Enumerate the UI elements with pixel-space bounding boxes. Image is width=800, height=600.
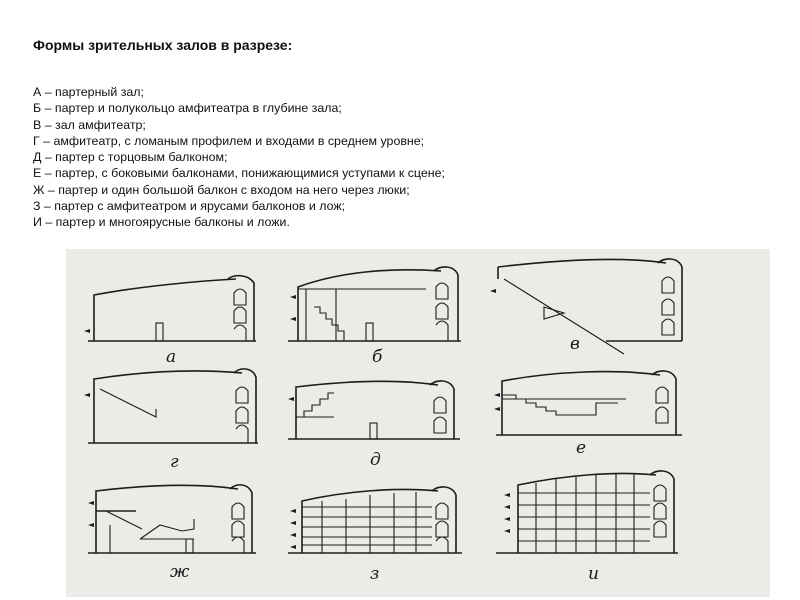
legend-item-z: З – партер с амфитеатром и ярусами балконов и лож; [33, 199, 346, 214]
legend-item-d: Д – партер с торцовым балконом; [33, 150, 228, 165]
section-b [288, 267, 461, 367]
label-d: д [370, 450, 381, 470]
label-zh: ж [170, 562, 190, 582]
section-a [84, 276, 256, 367]
hall-sections-drawing [66, 249, 770, 597]
label-v: в [570, 334, 580, 354]
section-v [490, 259, 682, 354]
legend-item-zh: Ж – партер и один большой балкон с входом на него через люки; [33, 182, 410, 197]
section-i [496, 471, 678, 584]
section-g [84, 369, 258, 472]
section-z [288, 487, 462, 584]
legend-list [33, 84, 445, 231]
section-zh [88, 485, 256, 582]
label-a: а [166, 347, 177, 367]
label-e: е [576, 438, 587, 458]
label-i: и [588, 564, 599, 584]
legend-item-b: Б – партер и полукольцо амфитеатра в глубине зала; [33, 101, 342, 116]
label-b: б [372, 347, 383, 367]
page-title: Формы зрительных залов в разрезе: [33, 37, 293, 53]
legend-item-a: А – партерный зал; [33, 85, 144, 99]
hall-sections-figure [66, 249, 770, 597]
legend-item-e: Е – партер, с боковыми балконами, понижающимися уступами к сцене; [33, 166, 445, 181]
label-g: г [170, 452, 179, 472]
section-d [288, 381, 460, 470]
legend-item-i: И – партер и многоярусные балконы и ложи. [33, 215, 290, 230]
legend-item-v: В – зал амфитеатр; [33, 117, 146, 132]
section-e [494, 371, 682, 458]
legend-item-g: Г – амфитеатр, с ломаным профилем и входами в среднем уровне; [33, 133, 425, 148]
label-z: з [370, 564, 380, 584]
